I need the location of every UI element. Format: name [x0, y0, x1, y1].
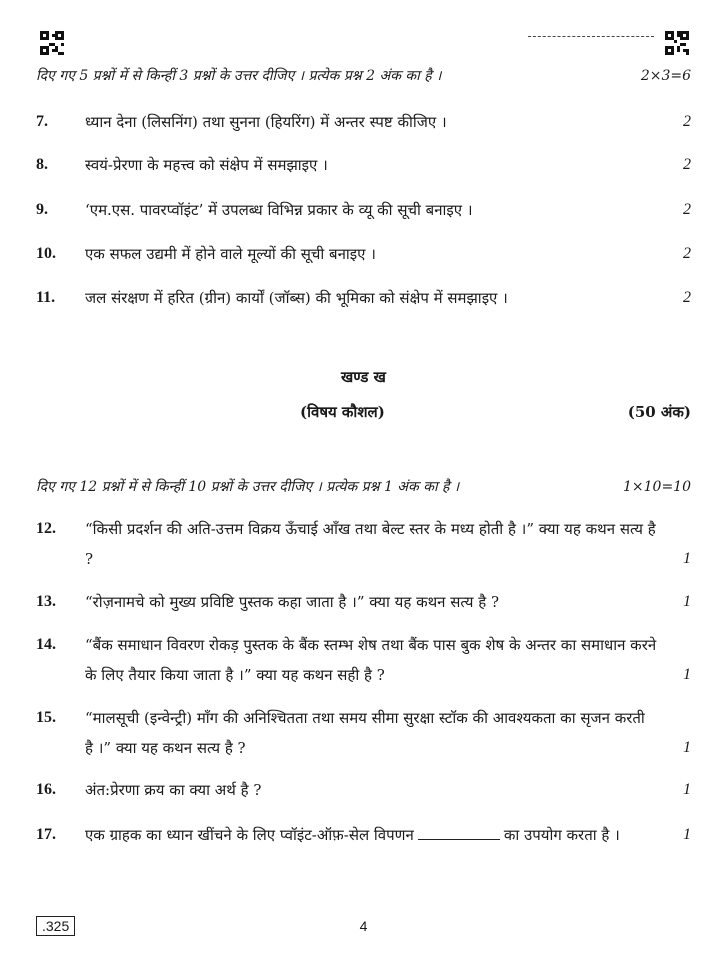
question-12 [36, 514, 691, 574]
question-number: 11. [36, 289, 56, 306]
question-15 [36, 703, 691, 763]
question-text: ‘एम.एस. पावरप्वॉइंट’ में उपलब्ध विभिन्न प्रकार के व्यू की सूची बनाइए । [85, 201, 473, 219]
question-mark: 1 [683, 781, 691, 798]
marks-scheme: 1×10=10 [623, 479, 691, 495]
question-text: “मालसूची (इन्वेन्ट्री) माँग की अनिश्चितता तथा समय सीमा सुरक्षा स्टॉक की आवश्यकता का सृजन करती है ।” क्या यह कथन सत्य है ? [85, 709, 645, 757]
question-mark: 2 [683, 289, 691, 306]
question-text-after: का उपयोग करता है । [503, 826, 620, 844]
question-13 [36, 587, 691, 617]
instruction-part-a [36, 66, 691, 86]
qr-code-icon [665, 31, 689, 55]
instruction-part-b [36, 477, 691, 497]
question-number: 10. [36, 245, 56, 262]
question-mark: 1 [683, 593, 691, 610]
question-10 [36, 239, 691, 269]
header-dashed-line [528, 36, 654, 37]
marks-scheme: 2×3=6 [640, 68, 691, 84]
question-text: “बैंक समाधान विवरण रोकड़ पुस्तक के बैंक स्तम्भ शेष तथा बैंक पास बुक शेष के अन्तर का समाधान करने के लिए तैयार किया जाता है ।” क्या यह कथन सही है ? [85, 636, 657, 684]
question-number: 9. [36, 201, 48, 218]
question-number: 14. [36, 636, 56, 653]
question-text: “रोज़नामचे को मुख्य प्रविष्टि पुस्तक कहा जाता है ।” क्या यह कथन सत्य है ? [85, 593, 499, 611]
question-mark: 1 [683, 550, 691, 567]
question-16 [36, 775, 691, 805]
question-number: 17. [36, 826, 56, 843]
question-number: 13. [36, 593, 56, 610]
question-text: “किसी प्रदर्शन की अति-उत्तम विक्रय ऊँचाई आँख तथा बेल्ट स्तर के मध्य होती है ।” क्या यह कथन सत्य है ? [85, 520, 656, 568]
question-11 [36, 283, 691, 313]
qr-code-icon [40, 31, 64, 55]
question-9 [36, 195, 691, 225]
question-number: 12. [36, 520, 56, 537]
question-mark: 2 [683, 156, 691, 173]
question-number: 15. [36, 709, 56, 726]
question-number: 7. [36, 113, 48, 130]
question-text: एक सफल उद्यमी में होने वाले मूल्यों की सूची बनाइए । [85, 245, 376, 263]
section-marks: (50 अंक) [627, 403, 691, 421]
question-text: अंत:प्रेरणा क्रय का क्या अर्थ है ? [85, 781, 262, 799]
question-14 [36, 630, 691, 690]
instruction-text: दिए गए 5 प्रश्नों में से किन्हीं 3 प्रश्नों के उत्तर दीजिए । प्रत्येक प्रश्न 2 अंक का है । [36, 68, 442, 84]
fill-in-blank [418, 825, 500, 840]
question-8 [36, 150, 691, 180]
question-number: 16. [36, 781, 56, 798]
question-text: ध्यान देना (लिसनिंग) तथा सुनना (हियरिंग) में अन्तर स्पष्ट कीजिए । [85, 113, 447, 131]
section-title: खण्ड ख [341, 368, 386, 386]
question-mark: 1 [683, 739, 691, 756]
question-mark: 2 [683, 245, 691, 262]
question-mark: 1 [683, 826, 691, 843]
question-text [85, 820, 657, 850]
question-17 [36, 820, 691, 850]
question-text: जल संरक्षण में हरित (ग्रीन) कार्यों (जॉब्स) की भूमिका को संक्षेप में समझाइए । [85, 289, 508, 307]
paper-code: .325 [36, 916, 75, 936]
section-subtitle: (विषय कौशल) [300, 403, 385, 421]
page-number: 4 [359, 918, 368, 934]
question-mark: 1 [683, 666, 691, 683]
question-text-before: एक ग्राहक का ध्यान खींचने के लिए प्वॉइंट-ऑफ़-सेल विपणन [85, 826, 414, 844]
question-text: स्वयं-प्रेरणा के महत्त्व को संक्षेप में समझाइए । [85, 156, 328, 174]
question-mark: 2 [683, 113, 691, 130]
question-7 [36, 107, 691, 137]
question-mark: 2 [683, 201, 691, 218]
question-number: 8. [36, 156, 48, 173]
instruction-text: दिए गए 12 प्रश्नों में से किन्हीं 10 प्रश्नों के उत्तर दीजिए । प्रत्येक प्रश्न 1 अंक का है । [36, 479, 460, 495]
